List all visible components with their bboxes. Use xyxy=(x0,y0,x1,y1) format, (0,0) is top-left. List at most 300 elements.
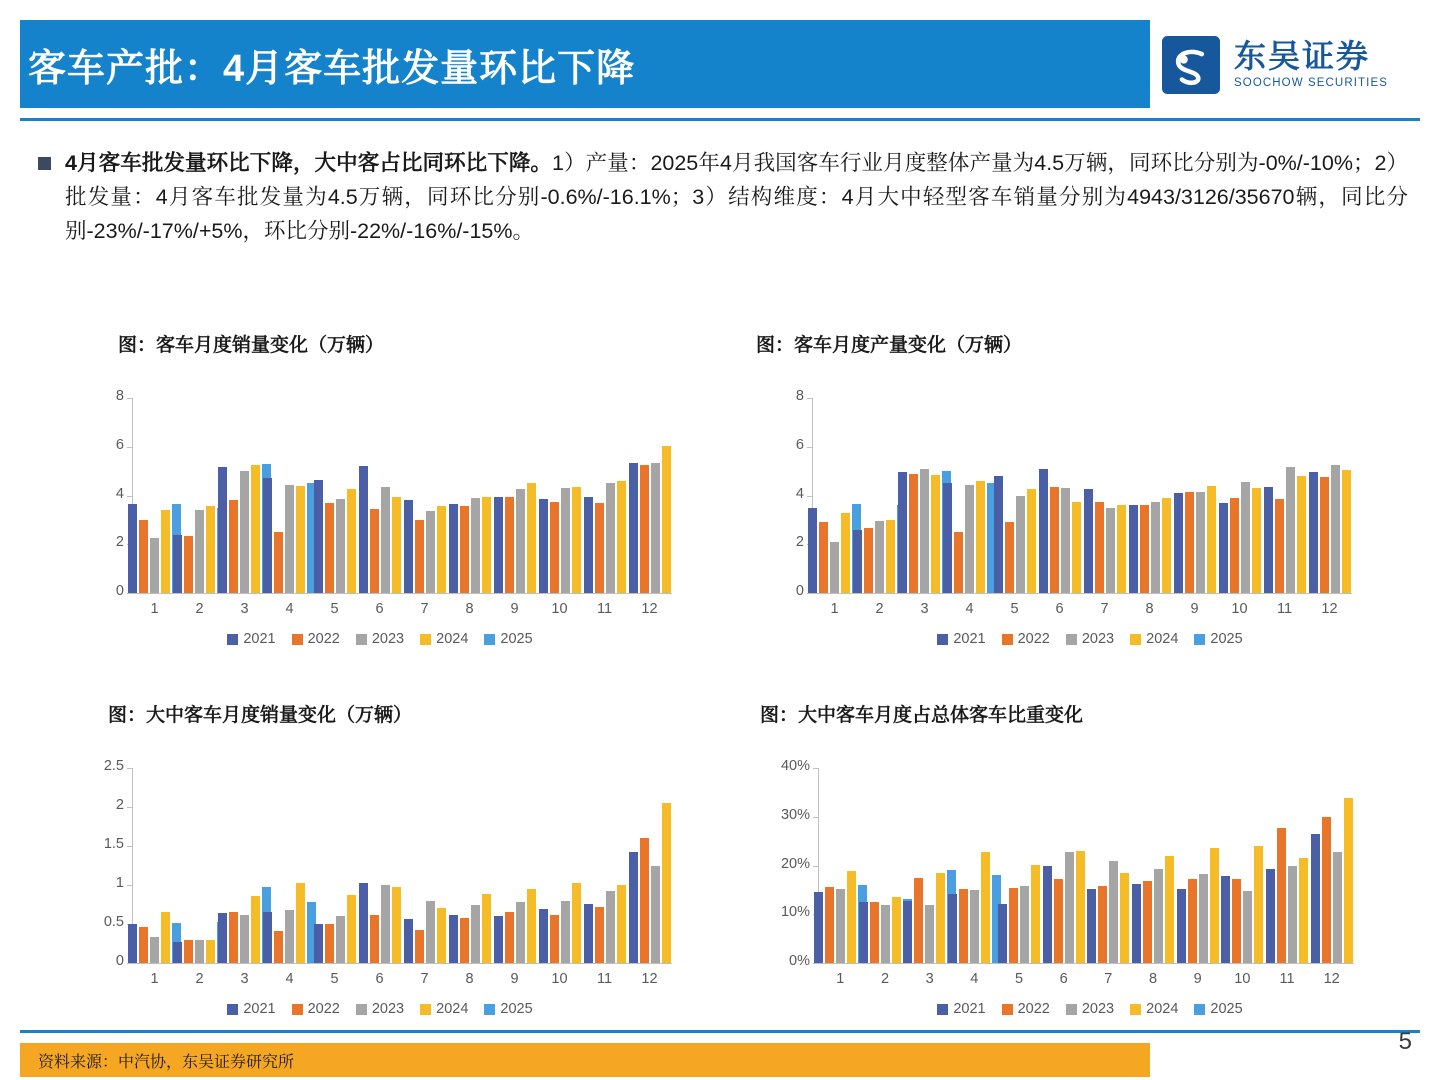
y-tick-label: 0 xyxy=(115,953,124,969)
bar-2023 xyxy=(875,521,884,593)
x-tick-label: 1 xyxy=(836,971,845,987)
chart-legend xyxy=(140,1001,620,1017)
x-tick-label: 9 xyxy=(1190,601,1199,617)
bar-2021 xyxy=(539,909,548,963)
bar-2021 xyxy=(173,535,182,594)
bar-2024 xyxy=(1297,476,1306,593)
bar-2023 xyxy=(606,483,615,593)
chart-title: 图：客车月度产量变化（万辆） xyxy=(756,335,1023,356)
bar-2024 xyxy=(936,873,945,963)
y-tick-label: 4 xyxy=(115,485,124,502)
bar-2022 xyxy=(460,506,469,593)
bar-2024 xyxy=(392,497,401,593)
bar-2024 xyxy=(847,871,856,963)
bar-2024 xyxy=(1120,873,1129,963)
legend-swatch-2022 xyxy=(1002,634,1013,645)
bar-2024 xyxy=(841,513,850,593)
legend-item-2025 xyxy=(1194,1001,1242,1017)
legend-swatch-2021 xyxy=(937,1004,948,1015)
legend-label-2025: 2025 xyxy=(500,1001,533,1017)
y-tick-mark xyxy=(807,398,812,399)
x-tick-label: 10 xyxy=(551,971,568,987)
y-tick-mark xyxy=(127,593,132,594)
legend-item-2024 xyxy=(420,631,468,647)
legend-item-2024 xyxy=(1130,1001,1178,1017)
plot-area xyxy=(103,758,672,987)
bar-2022 xyxy=(370,915,379,963)
bar-2022 xyxy=(325,924,334,963)
bar-2022 xyxy=(184,940,193,963)
bar-2021 xyxy=(359,466,368,593)
bar-2022 xyxy=(550,915,559,963)
y-tick-label: 20% xyxy=(780,855,810,872)
bar-2022 xyxy=(460,918,469,963)
bar-2023 xyxy=(471,498,480,593)
legend-label-2024: 2024 xyxy=(436,1001,469,1017)
bar-2024 xyxy=(1072,502,1081,593)
bar-2022 xyxy=(229,912,238,963)
bar-2022 xyxy=(1140,505,1149,593)
bar-2021 xyxy=(218,913,227,963)
bar-2021 xyxy=(859,902,868,963)
bar-2023 xyxy=(1016,496,1025,594)
bar-2022 xyxy=(325,503,334,593)
bar-2022 xyxy=(1095,502,1104,593)
chart-legend xyxy=(850,631,1330,647)
x-tick-label: 8 xyxy=(465,971,474,987)
bar-2023 xyxy=(606,891,615,963)
x-tick-label: 11 xyxy=(596,971,613,987)
bar-2023 xyxy=(651,463,660,593)
x-tick-label: 3 xyxy=(240,971,249,987)
bar-2023 xyxy=(965,485,974,593)
bar-2023 xyxy=(285,910,294,963)
bar-2022 xyxy=(825,887,834,963)
x-tick-label: 4 xyxy=(285,601,294,617)
bar-2023 xyxy=(195,940,204,963)
bar-2023 xyxy=(1333,852,1342,963)
bar-2021 xyxy=(494,497,503,593)
bar-2021 xyxy=(314,480,323,593)
legend-label-2025: 2025 xyxy=(1210,1001,1243,1017)
bar-2024 xyxy=(1207,486,1216,593)
bar-2022 xyxy=(595,503,604,593)
bar-2023 xyxy=(285,485,294,593)
x-tick-label: 7 xyxy=(420,971,429,987)
bar-2024 xyxy=(572,883,581,963)
bar-2021 xyxy=(1177,889,1186,963)
bar-2024 xyxy=(981,852,990,963)
bar-2021 xyxy=(1129,505,1138,593)
legend-item-2021 xyxy=(227,631,275,647)
bar-2021 xyxy=(1266,869,1275,963)
logo-company-name: 东吴证券 xyxy=(1234,38,1371,75)
x-tick-label: 10 xyxy=(1234,971,1251,987)
legend-label-2024: 2024 xyxy=(1146,1001,1179,1017)
bar-2021 xyxy=(584,904,593,963)
page-number: 5 xyxy=(1398,1028,1412,1055)
legend-swatch-2023 xyxy=(1066,1004,1077,1015)
footer-divider xyxy=(20,1030,1420,1033)
bar-2023 xyxy=(426,901,435,963)
bar-2023 xyxy=(970,890,979,963)
plot-area xyxy=(795,388,1352,617)
bar-2024 xyxy=(161,510,170,593)
y-tick-mark xyxy=(807,447,812,448)
x-tick-label: 12 xyxy=(1321,601,1338,617)
bar-2021 xyxy=(539,499,548,593)
bar-2021 xyxy=(128,504,137,593)
bar-2024 xyxy=(1299,858,1308,963)
bar-2023 xyxy=(1243,891,1252,963)
bar-2024 xyxy=(437,908,446,963)
bar-2021 xyxy=(1039,469,1048,593)
summary-bullet xyxy=(38,146,1408,248)
legend-swatch-2022 xyxy=(292,634,303,645)
x-tick-label: 2 xyxy=(880,971,890,987)
x-tick-label: 12 xyxy=(641,601,658,617)
bar-2022 xyxy=(1143,881,1152,963)
bar-2021 xyxy=(994,476,1003,593)
bar-2024 xyxy=(617,885,626,963)
chart-large-medium-bus-monthly-sales xyxy=(60,700,700,1030)
bar-2024 xyxy=(1117,505,1126,593)
bar-2021 xyxy=(218,467,227,593)
x-tick-label: 9 xyxy=(510,971,519,987)
x-tick-label: 10 xyxy=(1231,601,1248,617)
bar-2023 xyxy=(150,937,159,963)
x-tick-label: 9 xyxy=(510,601,519,617)
bar-2022 xyxy=(1275,499,1284,593)
bar-2021 xyxy=(263,912,272,963)
page-title: 客车产批：4月客车批发量环比下降 xyxy=(28,47,636,90)
x-tick-label: 7 xyxy=(1104,971,1113,987)
chart-title: 图：大中客车月度占总体客车比重变化 xyxy=(760,705,1084,726)
legend-item-2023 xyxy=(356,631,404,647)
bar-2021 xyxy=(1087,889,1096,963)
y-tick-label: 1.5 xyxy=(103,836,124,852)
plot-area xyxy=(115,388,672,617)
bar-2024 xyxy=(251,465,260,593)
bar-2021 xyxy=(1311,834,1320,963)
bar-2023 xyxy=(561,488,570,593)
bar-2023 xyxy=(1199,874,1208,963)
bar-2023 xyxy=(881,905,890,963)
legend-swatch-2024 xyxy=(1130,1004,1141,1015)
x-tick-label: 2 xyxy=(875,601,884,617)
bar-2022 xyxy=(1188,879,1197,963)
legend-item-2024 xyxy=(420,1001,468,1017)
bar-2023 xyxy=(920,469,929,593)
x-tick-label: 6 xyxy=(375,601,384,617)
x-tick-label: 1 xyxy=(150,601,159,617)
y-tick-label: 2.5 xyxy=(103,758,124,774)
y-tick-mark xyxy=(127,807,132,808)
bar-2022 xyxy=(139,520,148,593)
legend-swatch-2025 xyxy=(484,634,495,645)
bar-2021 xyxy=(263,478,272,593)
x-tick-label: 3 xyxy=(920,601,929,617)
y-tick-mark xyxy=(813,963,818,964)
x-tick-label: 11 xyxy=(596,601,613,617)
bar-2024 xyxy=(251,896,260,963)
x-tick-label: 7 xyxy=(420,601,429,617)
bar-2023 xyxy=(336,499,345,593)
x-tick-label: 12 xyxy=(641,971,658,987)
bar-2024 xyxy=(1162,498,1171,593)
y-tick-mark xyxy=(813,817,818,818)
x-tick-label: 11 xyxy=(1279,971,1295,987)
legend-swatch-2021 xyxy=(227,634,238,645)
y-tick-mark xyxy=(813,866,818,867)
bar-2024 xyxy=(482,894,491,963)
legend-item-2024 xyxy=(1130,631,1178,647)
y-tick-label: 6 xyxy=(795,436,804,453)
bar-2023 xyxy=(561,901,570,963)
bar-2022 xyxy=(1050,487,1059,593)
legend-label-2022: 2022 xyxy=(307,1001,340,1017)
chart-legend xyxy=(850,1001,1330,1017)
bar-2022 xyxy=(1322,817,1331,963)
legend-label-2022: 2022 xyxy=(1017,631,1050,647)
x-tick-label: 6 xyxy=(1059,971,1068,987)
bar-2021 xyxy=(898,472,907,593)
bar-2023 xyxy=(336,916,345,963)
legend-item-2023 xyxy=(356,1001,404,1017)
x-axis xyxy=(818,963,1354,964)
x-tick-label: 4 xyxy=(970,971,979,987)
bar-2022 xyxy=(909,474,918,593)
legend-item-2025 xyxy=(484,1001,532,1017)
legend-item-2025 xyxy=(484,631,532,647)
bar-2021 xyxy=(584,497,593,593)
bar-2022 xyxy=(914,878,923,963)
bar-2023 xyxy=(1331,465,1340,593)
bar-2024 xyxy=(296,883,305,963)
x-tick-label: 2 xyxy=(195,601,204,617)
bar-2021 xyxy=(1043,866,1052,963)
x-tick-label: 3 xyxy=(925,971,934,987)
bar-2024 xyxy=(1027,489,1036,593)
bar-2021 xyxy=(128,924,137,963)
bar-2021 xyxy=(814,892,823,963)
legend-swatch-2024 xyxy=(420,634,431,645)
bar-2022 xyxy=(595,907,604,963)
y-tick-mark xyxy=(127,398,132,399)
x-tick-label: 2 xyxy=(195,971,204,987)
x-tick-label: 7 xyxy=(1100,601,1109,617)
bar-2024 xyxy=(527,889,536,963)
bar-2022 xyxy=(954,532,963,593)
bar-2021 xyxy=(494,916,503,963)
bar-2024 xyxy=(347,895,356,963)
legend-label-2024: 2024 xyxy=(436,631,469,647)
chart-title: 图：大中客车月度销量变化（万辆） xyxy=(108,705,413,726)
bar-2022 xyxy=(1232,879,1241,963)
bar-2021 xyxy=(1219,503,1228,593)
bar-2023 xyxy=(516,489,525,593)
bar-2021 xyxy=(449,504,458,593)
bar-2021 xyxy=(404,500,413,593)
y-tick-mark xyxy=(127,963,132,964)
x-tick-label: 1 xyxy=(150,971,159,987)
bar-2022 xyxy=(1320,477,1329,593)
bar-2021 xyxy=(314,924,323,963)
legend-label-2023: 2023 xyxy=(1081,631,1115,647)
bar-2022 xyxy=(274,931,283,963)
y-tick-label: 8 xyxy=(795,388,804,404)
bar-2022 xyxy=(229,500,238,593)
bar-2021 xyxy=(903,901,912,963)
bar-2024 xyxy=(617,481,626,593)
bar-2022 xyxy=(640,838,649,963)
legend-label-2022: 2022 xyxy=(1017,1001,1050,1017)
bar-2021 xyxy=(1084,489,1093,593)
bar-2022 xyxy=(415,520,424,593)
bar-2021 xyxy=(943,483,952,593)
bar-2024 xyxy=(1210,848,1219,963)
bar-2022 xyxy=(1277,828,1286,963)
y-tick-label: 1 xyxy=(115,875,124,891)
bar-2022 xyxy=(415,930,424,963)
y-tick-label: 0 xyxy=(115,583,124,599)
y-tick-mark xyxy=(127,846,132,847)
legend-item-2022 xyxy=(292,631,340,647)
bar-2023 xyxy=(1241,482,1250,593)
bar-2023 xyxy=(195,510,204,593)
bar-2023 xyxy=(651,866,660,964)
bar-2024 xyxy=(206,940,215,963)
bar-2024 xyxy=(527,483,536,593)
legend-item-2025 xyxy=(1194,631,1242,647)
bar-2023 xyxy=(1020,886,1029,963)
legend-swatch-2022 xyxy=(1002,1004,1013,1015)
legend-swatch-2024 xyxy=(1130,634,1141,645)
legend-label-2025: 2025 xyxy=(1210,631,1243,647)
bar-2022 xyxy=(505,497,514,593)
bar-2024 xyxy=(892,897,901,963)
legend-swatch-2022 xyxy=(292,1004,303,1015)
y-tick-mark xyxy=(127,496,132,497)
x-tick-label: 1 xyxy=(830,601,839,617)
bar-2023 xyxy=(381,487,390,593)
legend-swatch-2021 xyxy=(227,1004,238,1015)
legend-item-2022 xyxy=(292,1001,340,1017)
bar-2022 xyxy=(1185,492,1194,593)
bar-2022 xyxy=(139,927,148,963)
y-tick-label: 0 xyxy=(795,583,804,599)
bar-2021 xyxy=(808,508,817,593)
bar-2024 xyxy=(161,912,170,963)
bar-2023 xyxy=(516,902,525,963)
bar-2022 xyxy=(370,509,379,593)
bar-2024 xyxy=(296,486,305,593)
bar-2024 xyxy=(1342,470,1351,593)
bar-2024 xyxy=(347,489,356,593)
y-tick-label: 0% xyxy=(789,953,810,969)
y-tick-mark xyxy=(813,768,818,769)
bar-2022 xyxy=(819,522,828,593)
bullet-square-icon xyxy=(38,157,51,170)
legend-swatch-2023 xyxy=(1066,634,1077,645)
legend-item-2021 xyxy=(937,1001,985,1017)
bar-2023 xyxy=(1106,508,1115,593)
x-tick-label: 8 xyxy=(1145,601,1154,617)
bar-2023 xyxy=(1288,866,1297,964)
bar-2024 xyxy=(1165,856,1174,963)
y-tick-mark xyxy=(807,593,812,594)
bar-2022 xyxy=(505,912,514,963)
bar-2024 xyxy=(1344,798,1353,963)
bar-2021 xyxy=(404,919,413,963)
legend-label-2023: 2023 xyxy=(1081,1001,1115,1017)
bar-2024 xyxy=(437,506,446,593)
y-tick-label: 4 xyxy=(795,485,804,502)
y-tick-label: 2 xyxy=(115,534,124,551)
legend-swatch-2023 xyxy=(356,1004,367,1015)
x-tick-label: 8 xyxy=(465,601,474,617)
x-tick-label: 9 xyxy=(1193,971,1202,987)
y-tick-label: 10% xyxy=(780,904,810,921)
y-tick-label: 8 xyxy=(115,388,124,404)
bar-2022 xyxy=(274,532,283,593)
x-tick-label: 8 xyxy=(1148,971,1158,987)
bar-2021 xyxy=(1309,472,1318,593)
bar-2021 xyxy=(1132,884,1141,963)
legend-label-2021: 2021 xyxy=(243,1001,276,1017)
bar-2022 xyxy=(1054,879,1063,963)
bar-2022 xyxy=(184,536,193,593)
bar-2024 xyxy=(206,506,215,593)
bar-2021 xyxy=(853,530,862,593)
logo-mark-icon xyxy=(1162,36,1220,94)
bar-2024 xyxy=(931,475,940,593)
legend-label-2023: 2023 xyxy=(371,631,405,647)
y-tick-label: 40% xyxy=(780,758,810,774)
bar-2024 xyxy=(392,887,401,963)
bar-2024 xyxy=(1031,865,1040,963)
source-note: 资料来源：中汽协，东吴证券研究所 xyxy=(38,1053,295,1071)
legend-label-2021: 2021 xyxy=(243,631,276,647)
page-header xyxy=(0,20,1440,108)
x-tick-label: 6 xyxy=(1055,601,1064,617)
bar-2023 xyxy=(240,471,249,593)
x-tick-label: 4 xyxy=(965,601,974,617)
bar-2021 xyxy=(1174,493,1183,593)
legend-label-2023: 2023 xyxy=(371,1001,405,1017)
bar-2024 xyxy=(886,520,895,593)
x-tick-label: 5 xyxy=(330,601,339,617)
chart-title: 图：客车月度销量变化（万辆） xyxy=(118,335,385,356)
x-tick-label: 5 xyxy=(1010,601,1019,617)
y-tick-mark xyxy=(127,447,132,448)
bar-2024 xyxy=(482,497,491,593)
bar-2022 xyxy=(864,528,873,593)
bar-2021 xyxy=(449,915,458,963)
chart-large-medium-bus-share xyxy=(740,700,1380,1030)
x-tick-label: 6 xyxy=(375,971,384,987)
x-tick-label: 12 xyxy=(1323,971,1340,987)
bar-2023 xyxy=(925,905,934,964)
chart-passenger-vehicle-monthly-production xyxy=(740,330,1380,660)
y-tick-label: 6 xyxy=(115,436,124,453)
legend-item-2021 xyxy=(937,631,985,647)
bar-2023 xyxy=(1109,861,1118,963)
bar-2023 xyxy=(381,885,390,963)
bar-2022 xyxy=(550,502,559,593)
legend-label-2021: 2021 xyxy=(953,631,986,647)
y-tick-mark xyxy=(807,496,812,497)
